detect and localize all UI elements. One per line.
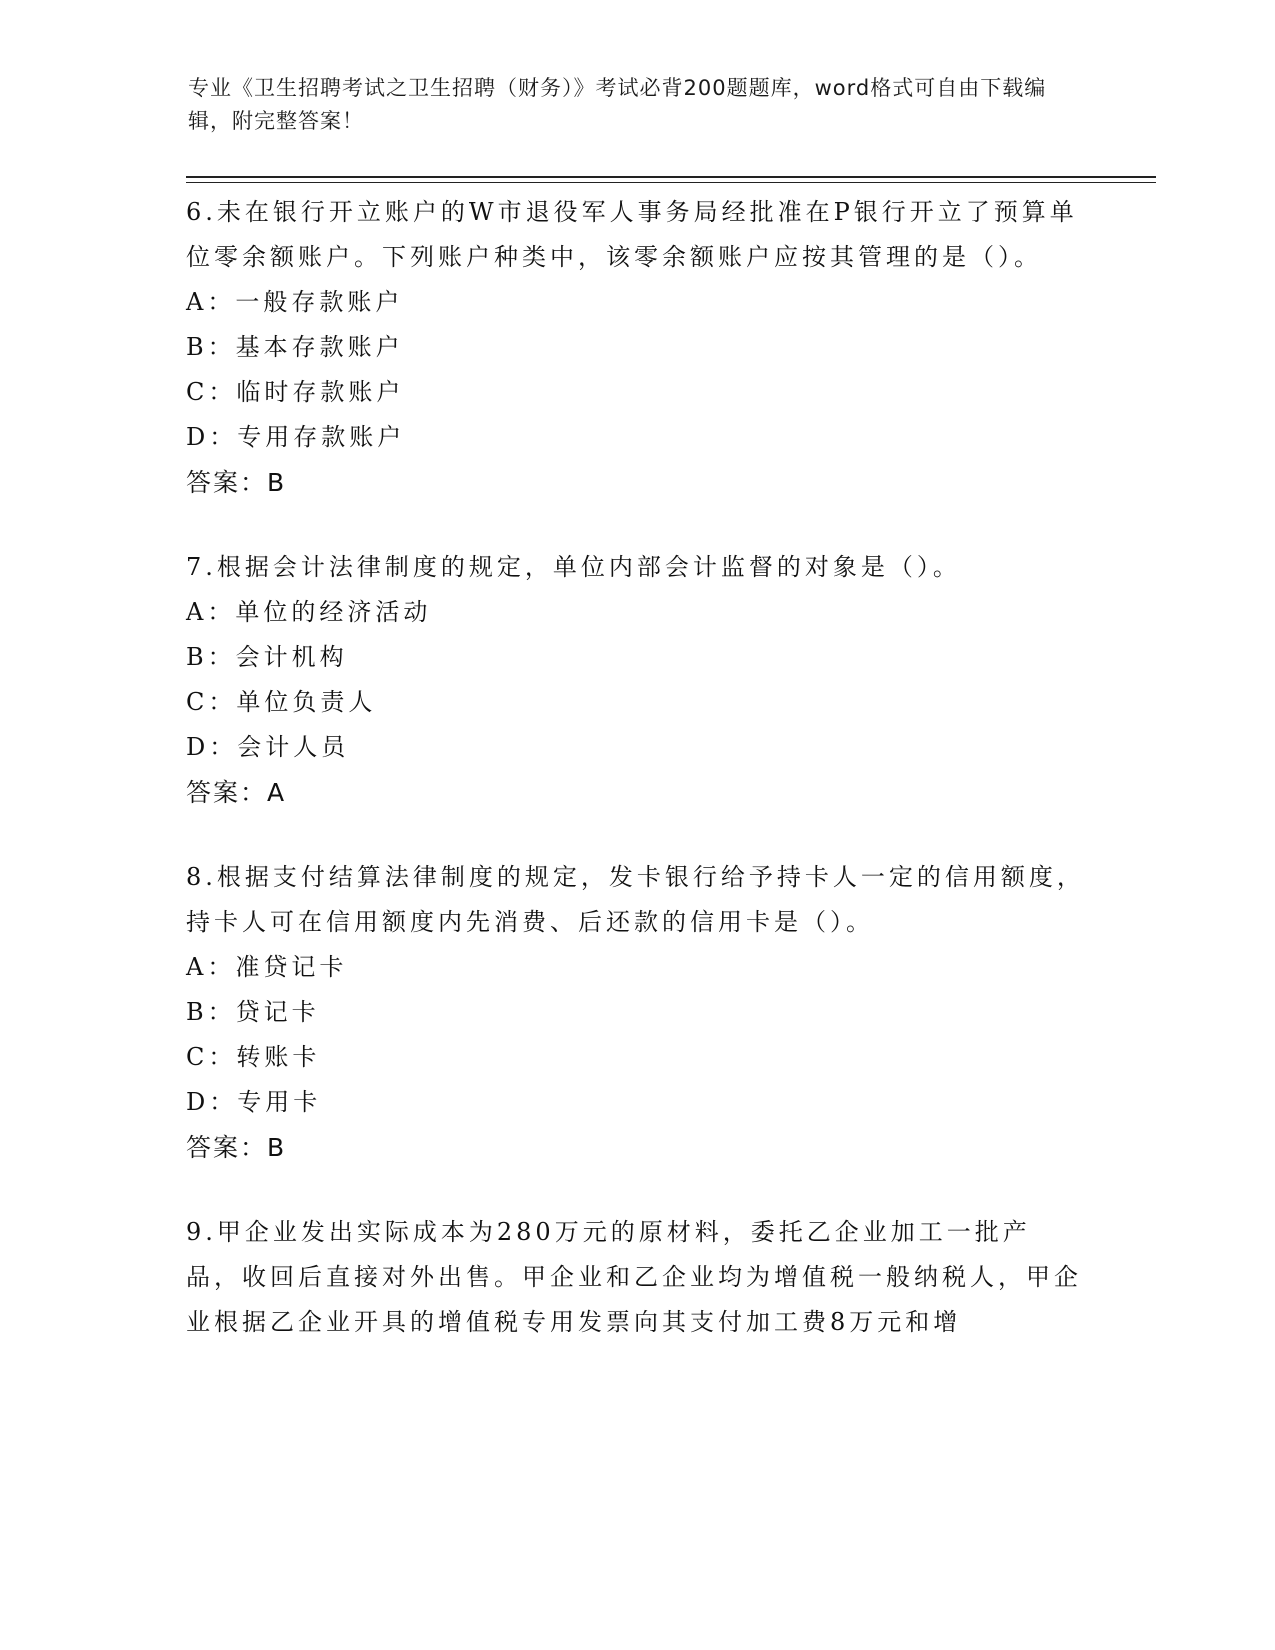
option-b: B：会计机构	[186, 643, 348, 671]
question-7	[186, 545, 1086, 815]
option-a: A：单位的经济活动	[186, 598, 432, 626]
answer: 答案：A	[186, 778, 287, 807]
document-header: 专业《卫生招聘考试之卫生招聘（财务）》考试必背200题题库，word格式可自由下载编辑，附完整答案！	[188, 76, 1047, 133]
header-rule-thick	[186, 176, 1156, 178]
option-d: D：专用存款账户	[186, 423, 406, 451]
question-9	[186, 1210, 1086, 1345]
question-text: 6.未在银行开立账户的W市退役军人事务局经批准在P银行开立了预算单位零余额账户。下列账户种类中，该零余额账户应按其管理的是（）。	[186, 198, 1078, 271]
option-c: C：临时存款账户	[186, 378, 405, 406]
answer: 答案：B	[186, 468, 287, 497]
option-c: C：单位负责人	[186, 688, 377, 716]
option-b: B：贷记卡	[186, 998, 320, 1026]
question-text: 7.根据会计法律制度的规定，单位内部会计监督的对象是（）。	[186, 553, 961, 581]
answer: 答案：B	[186, 1133, 287, 1162]
option-a: A：准贷记卡	[186, 953, 348, 981]
option-d: D：会计人员	[186, 733, 350, 761]
question-6	[186, 190, 1086, 505]
header-rule-thin	[186, 182, 1156, 183]
question-text: 9.甲企业发出实际成本为280万元的原材料，委托乙企业加工一批产品，收回后直接对外出售。甲企业和乙企业均为增值税一般纳税人，甲企业根据乙企业开具的增值税专用发票向其支付加工费8万元和增	[186, 1218, 1082, 1336]
option-c: C：转账卡	[186, 1043, 321, 1071]
option-b: B：基本存款账户	[186, 333, 404, 361]
question-list	[186, 190, 1086, 1385]
question-8	[186, 855, 1086, 1170]
option-d: D：专用卡	[186, 1088, 322, 1116]
question-text: 8.根据支付结算法律制度的规定，发卡银行给予持卡人一定的信用额度，持卡人可在信用额度内先消费、后还款的信用卡是（）。	[186, 863, 1085, 936]
option-a: A：一般存款账户	[186, 288, 404, 316]
